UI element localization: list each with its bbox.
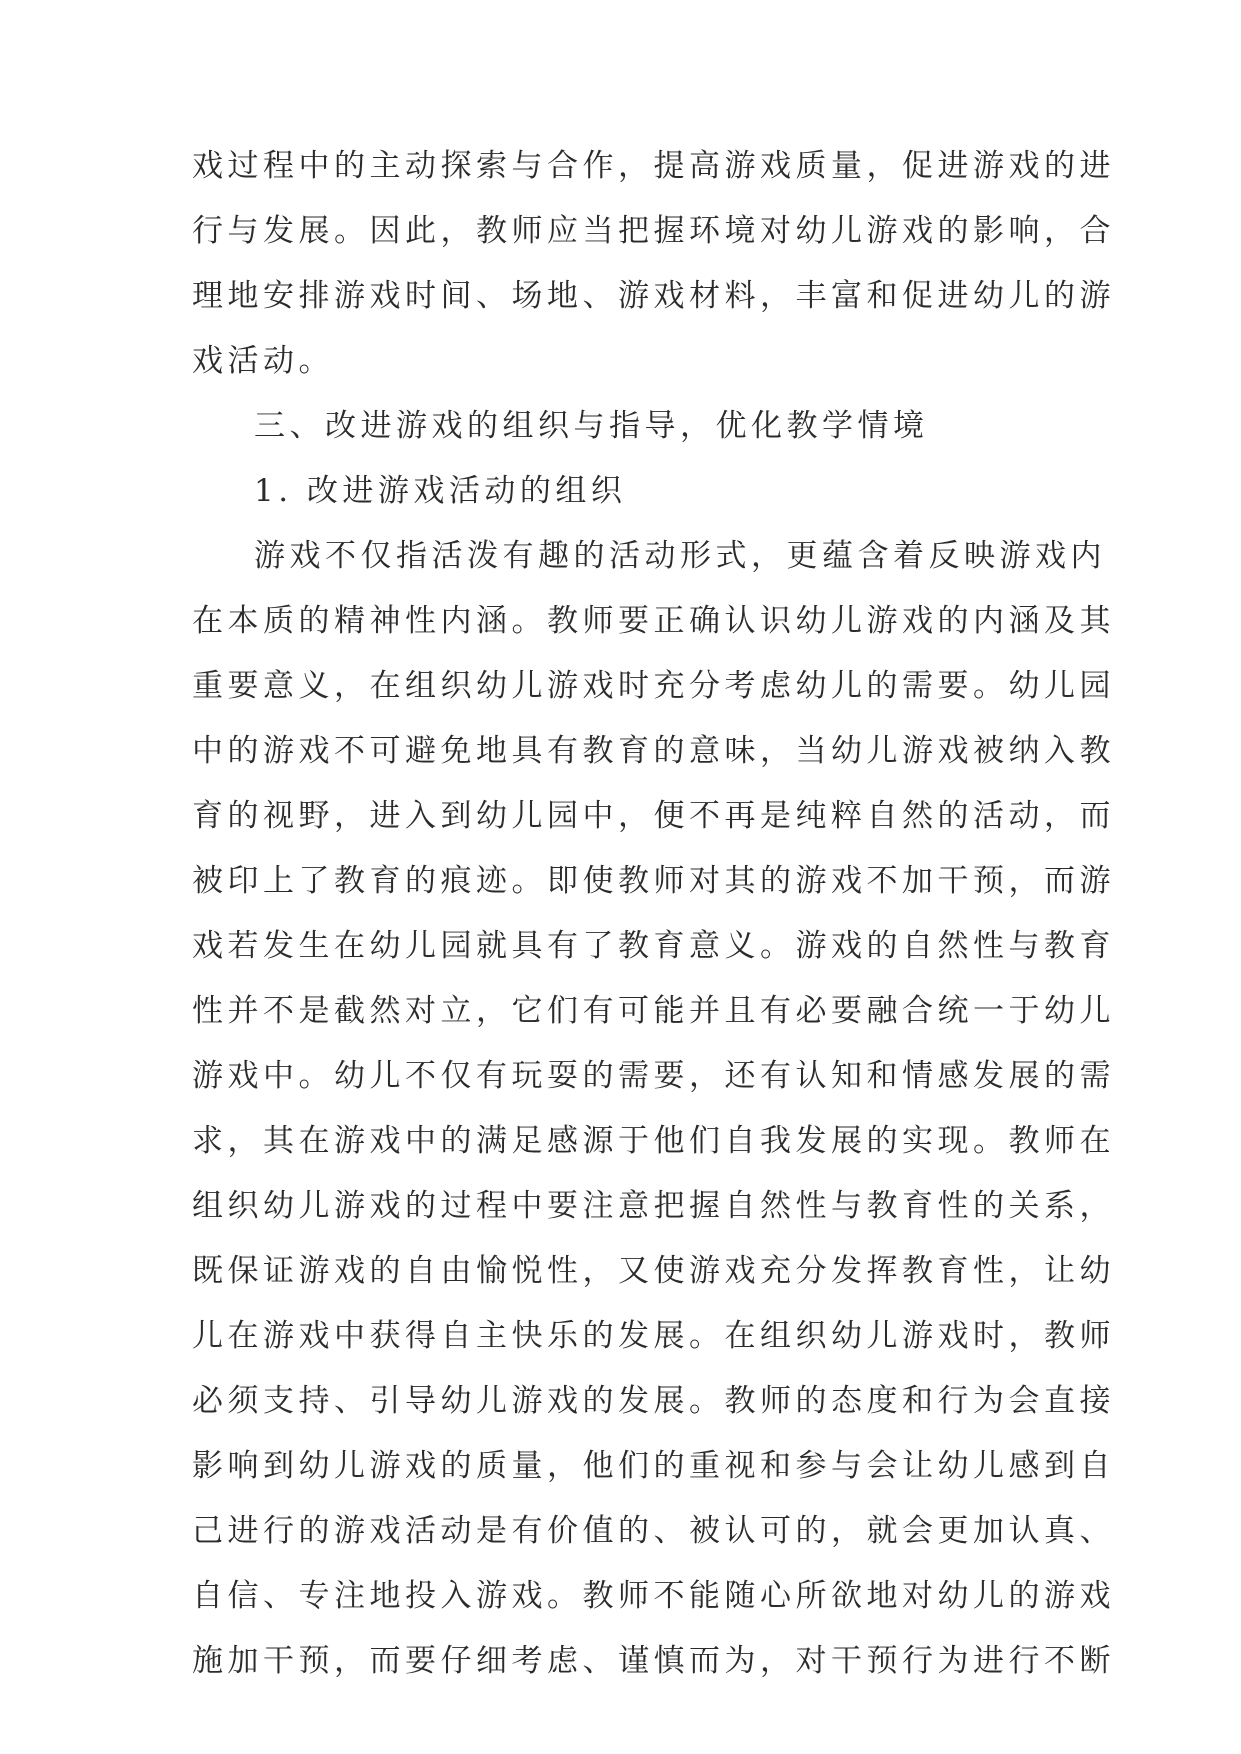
paragraph-line: 游戏中。幼儿不仅有玩耍的需要，还有认知和情感发展的需 [192,1058,1115,1094]
paragraph-line: 影响到幼儿游戏的质量，他们的重视和参与会让幼儿感到自 [192,1448,1115,1484]
paragraph-line: 既保证游戏的自由愉悦性，又使游戏充分发挥教育性，让幼 [192,1253,1115,1289]
paragraph-line: 重要意义，在组织幼儿游戏时充分考虑幼儿的需要。幼儿园 [192,668,1115,704]
paragraph-line: 在本质的精神性内涵。教师要正确认识幼儿游戏的内涵及其 [192,603,1115,639]
paragraph-line: 戏活动。 [192,343,334,379]
paragraph-line: 戏若发生在幼儿园就具有了教育意义。游戏的自然性与教育 [192,928,1115,964]
paragraph-line: 游戏不仅指活泼有趣的活动形式，更蕴含着反映游戏内 [254,538,1106,574]
paragraph-line: 必须支持、引导幼儿游戏的发展。教师的态度和行为会直接 [192,1383,1115,1419]
paragraph-line: 中的游戏不可避免地具有教育的意味，当幼儿游戏被纳入教 [192,733,1115,769]
paragraph-line: 戏过程中的主动探索与合作，提高游戏质量，促进游戏的进 [192,148,1115,184]
paragraph-line: 施加干预，而要仔细考虑、谨慎而为，对干预行为进行不断 [192,1643,1115,1679]
paragraph-line: 自信、专注地投入游戏。教师不能随心所欲地对幼儿的游戏 [192,1578,1115,1614]
paragraph-line: 育的视野，进入到幼儿园中，便不再是纯粹自然的活动，而 [192,798,1115,834]
paragraph-line: 求，其在游戏中的满足感源于他们自我发展的实现。教师在 [192,1123,1115,1159]
paragraph-line: 性并不是截然对立，它们有可能并且有必要融合统一于幼儿 [192,993,1115,1029]
paragraph-line: 组织幼儿游戏的过程中要注意把握自然性与教育性的关系， [192,1188,1115,1224]
paragraph-line: 己进行的游戏活动是有价值的、被认可的，就会更加认真、 [192,1513,1115,1549]
paragraph-line: 行与发展。因此，教师应当把握环境对幼儿游戏的影响，合 [192,213,1115,249]
paragraph-line: 被印上了教育的痕迹。即使教师对其的游戏不加干预，而游 [192,863,1115,899]
section-heading: 三、改进游戏的组织与指导，优化教学情境 [254,408,929,444]
paragraph-line: 理地安排游戏时间、场地、游戏材料，丰富和促进幼儿的游 [192,278,1115,314]
paragraph-line: 儿在游戏中获得自主快乐的发展。在组织幼儿游戏时，教师 [192,1318,1115,1354]
subsection-heading: 1. 改进游戏活动的组织 [254,473,627,509]
